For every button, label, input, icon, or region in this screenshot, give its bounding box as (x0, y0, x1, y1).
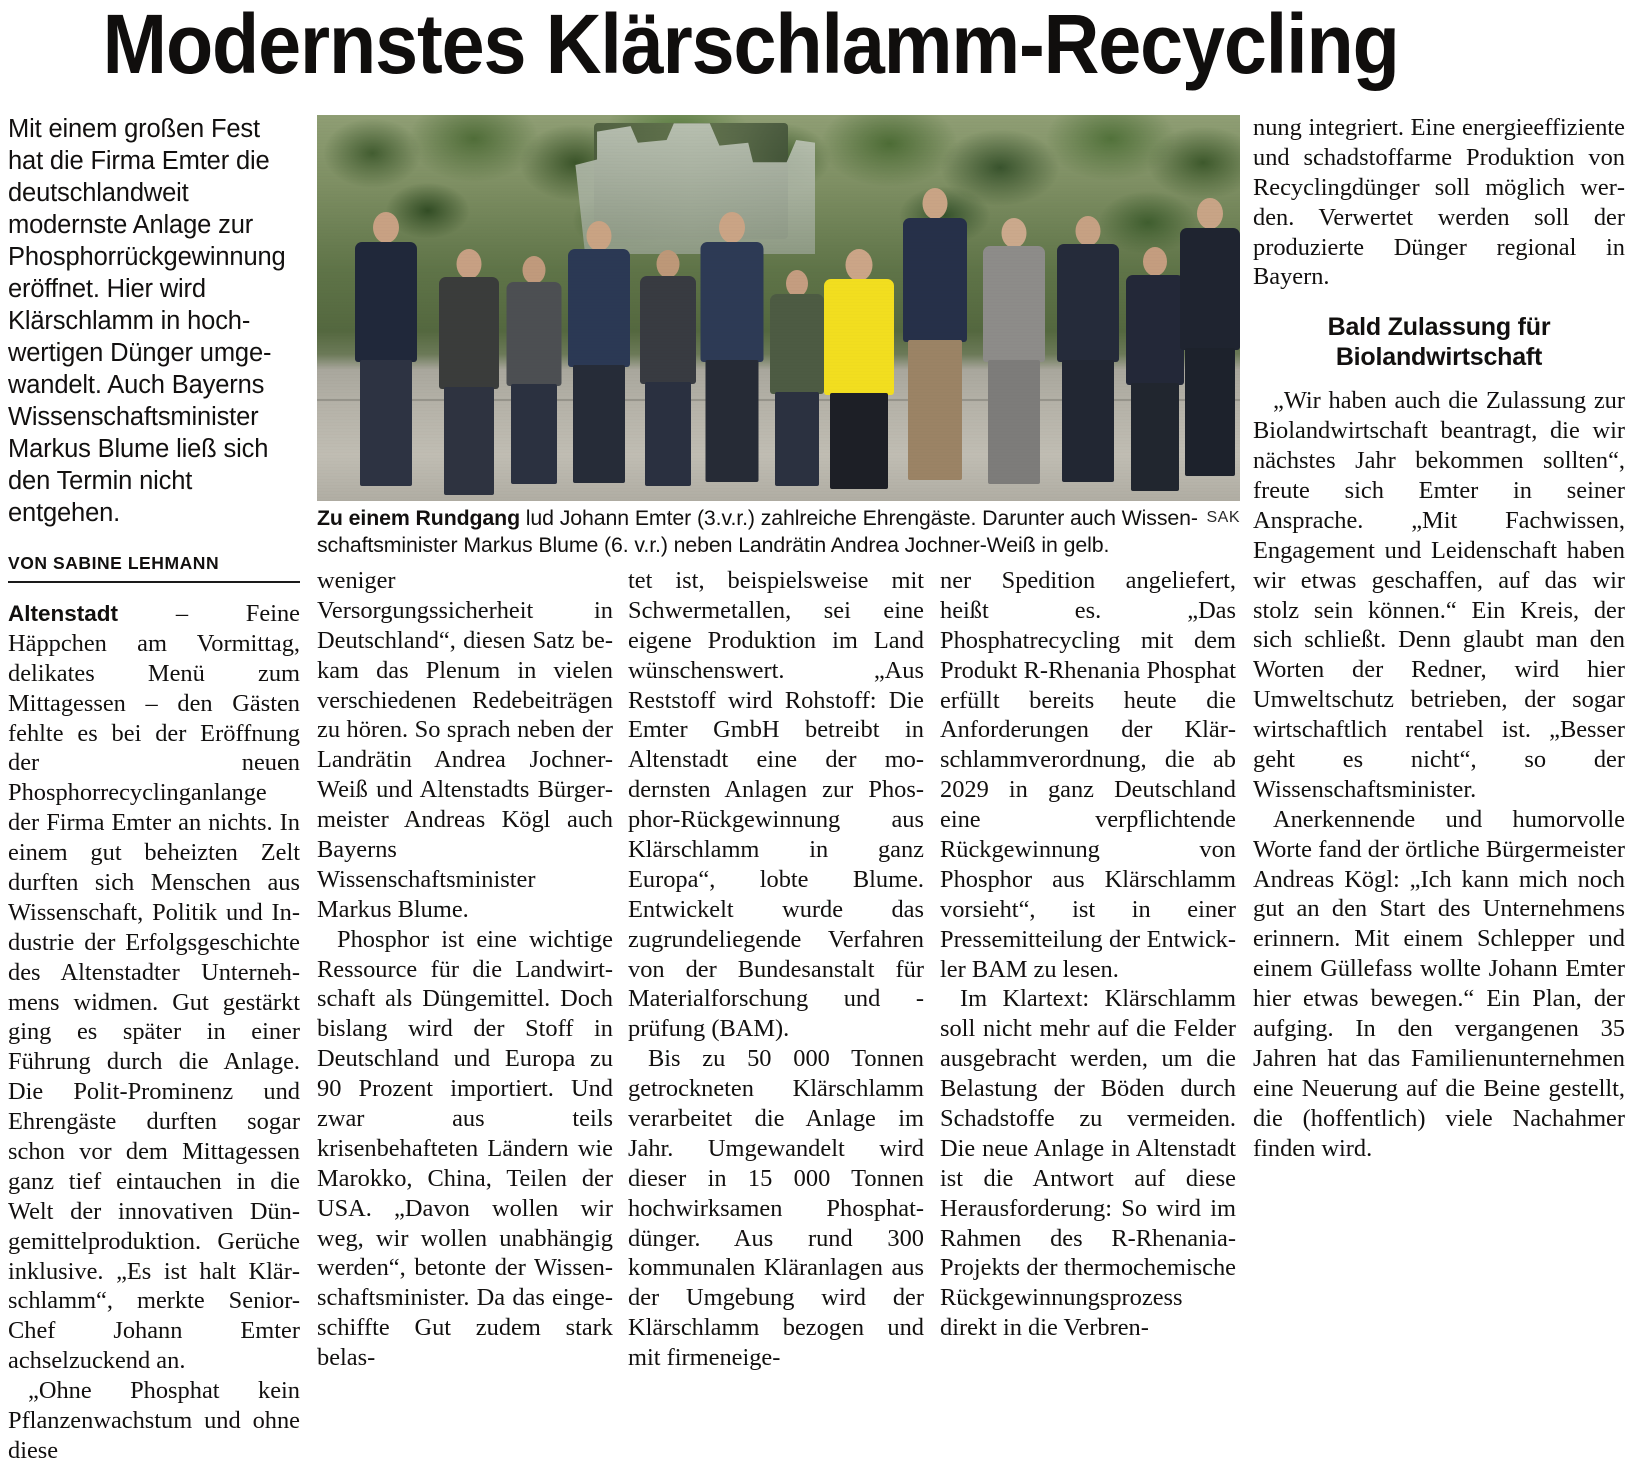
person-body (506, 282, 561, 386)
paragraph-text: „Ohne Phosphat kein Pflanzenwachstum und ohne diese (8, 1377, 300, 1464)
paragraph-text: Anerkennende und humorvolle Worte fand der örtliche Bürgermeister Andreas Kögl: „Ich kann mich noch gut an den Start des Unternehmens erinnern. Mit einem Schlepper und einem Güllefass wollte Johann Emter hier etwas bewegen.“ Ein Plan, der aufging. In den vergangenen 35 Jahren hat das Familienunternehmen eine Neuerung auf die Beine gestellt, die (hoffentlich) viele Nachahmer finden wird. (1253, 805, 1625, 1162)
page-headline: Modernstes Klärschlamm-Recycling (102, 0, 1399, 91)
paragraph (1253, 805, 1625, 1164)
paragraph (940, 984, 1236, 1343)
person-body (640, 276, 696, 384)
person (562, 219, 636, 489)
dateline: Altenstadt (8, 601, 119, 626)
person-body (903, 218, 967, 342)
group-photo (317, 115, 1240, 501)
lead-paragraph: Mit einem großen Fest hat die Firma Emter die deutschlandweit modernste Anlage zur Phosphorrückgewinnung eröffnet. Hier wird Klärschlamm in hochwertigen Dünger umgewandelt. Auch Bayerns Wissenschaftsminister Markus Blume ließ sich den Termin nicht entgehen. (8, 115, 286, 527)
person-body (1180, 228, 1240, 350)
person-legs (775, 392, 819, 486)
person-legs (706, 360, 759, 482)
column-1 (8, 113, 300, 1464)
paragraph (1253, 386, 1625, 804)
person-head (373, 212, 399, 243)
paragraph (1253, 113, 1625, 292)
column-2-body (317, 566, 613, 1373)
person-body (770, 294, 824, 394)
person-in-yellow-jacket (820, 235, 898, 490)
person-body (983, 246, 1045, 362)
person-body (355, 242, 417, 362)
paragraph (8, 599, 300, 1376)
person (349, 212, 423, 490)
person-legs (830, 393, 888, 489)
person-body (439, 277, 499, 389)
paragraph-text: Im Klartext: Klärschlamm soll nicht mehr auf die Felder ausgebracht werden, um die Belastung der Böden durch Schadstoffe zu vermeiden. Die neue Anlage in Altenstadt ist die Antwort auf diese Herausforderung: So wird im Rahmen des R-Rhenania-Projekts der thermochemische Rückgewinnungsprozess direkt in die Verbren- (940, 985, 1236, 1342)
column-5 (1253, 113, 1625, 1241)
person-legs (1062, 360, 1114, 482)
paragraph-text: nung integriert. Eine energieeffiziente und schadstoffarme Produktion von Recyclingdünger soll möglich werden. Verwertet werden soll der produzierte Dünger regional in Bayern. (1253, 114, 1625, 291)
person (1051, 212, 1125, 490)
paragraph (317, 925, 613, 1373)
person-legs (360, 360, 412, 486)
person-head (719, 212, 745, 243)
person-head (522, 256, 545, 284)
person-legs (988, 360, 1040, 484)
paragraph (628, 1044, 924, 1373)
article-photo-container (317, 115, 1240, 501)
paragraph-text: tet ist, beispielsweise mit Schwermetallen, sei eine eigene Produktion im Land wünschenswert. „Aus Reststoff wird Rohstoff: Die Emter GmbH betreibt in Altenstadt eine der modernsten Anlagen zur Phosphor-Rückgewinnung aus Klärschlamm in ganz Europa“, lobte Blume. Entwickelt wurde das zugrundeliegende Verfahren von der Bundesanstalt für Materialforschung und -prüfung (BAM). (628, 567, 924, 1043)
column-3 (628, 566, 924, 1372)
person-body (1057, 244, 1119, 362)
person-head (1075, 216, 1100, 246)
photo-credit: SAK (1206, 509, 1240, 526)
person-body (701, 242, 764, 362)
byline-divider (8, 581, 300, 583)
person-legs (573, 365, 625, 483)
person-head (846, 249, 873, 281)
paragraph (940, 566, 1236, 984)
paragraph-text: ner Spedition angeliefert, heißt es. „Das Phosphatrecycling mit dem Produkt R-Rhenania Phosphat erfüllt bereits heute die Anforderungen der Klärschlammverordnung, die ab 2029 in ganz Deutschland eine verpflichtende Rückgewinnung von Phosphor aus Klärschlamm vorsieht“, ist in einer Pressemitteilung der Entwickler BAM zu lesen. (940, 567, 1236, 983)
paragraph-text: – Feine Häppchen am Vormittag, delikates Menü zum Mittagessen – den Gästen fehlte es bei der Eröffnung der neuen Phosphorrecyclinganlange der Firma Emter an nichts. In einem gut beheizten Zelt durften sich Menschen aus Wissenschaft, Politik und Industrie der Erfolgsgeschichte des Altenstadter Unternehmens widmen. Gut gestärkt ging es später in einer Führung durch die Anlage. Die Polit-Prominenz und Ehrengäste durften sogar schon vor dem Mittagessen ganz tief eintauchen in die Welt der innovativen Düngemittelproduktion. Gerüche inklusive. „Es ist halt Klärschlamm“, merkte Senior-Chef Johann Emter achselzuckend an. (8, 600, 300, 1375)
person (977, 212, 1051, 490)
person-legs (1185, 348, 1235, 476)
person-legs (908, 340, 962, 480)
person-legs (444, 387, 494, 495)
person-body (824, 279, 894, 395)
column-5-body-bottom (1253, 386, 1625, 1163)
column-2 (317, 566, 613, 1372)
person-head (786, 270, 808, 297)
paragraph (8, 1376, 300, 1466)
paragraph-text: „Wir haben auch die Zulassung zur Biolandwirtschaft beantragt, die wir nächstes Jahr bekommen sollten“, freute sich Emter in seiner Ansprache. „Mit Fachwissen, Engagement und Leidenschaft haben wir etwas geschaffen, auf das wir stolz sein können.“ Ein Kreis, der sich schließt. Denn glaubt man den Worten der Redner, wird hier Umweltschutz betrieben, der sogar wirtschaftlich rentabel ist. „Besser geht es nicht“, so der Wissenschaftsminister. (1253, 387, 1625, 803)
paragraph-text: Phosphor ist eine wichtige Ressource für die Landwirtschaft als Düngemittel. Doch bislang wird der Stoff in Deutschland und Europa zu 90 Prozent importiert. Und zwar aus teils krisenbehafteten Ländern wie Marokko, China, Teilen der USA. „Davon wollen wir weg, wir wollen unabhängig werden“, betonte der Wissenschaftsminister. Da das eingeschiffte Gut zudem stark belas- (317, 925, 613, 1372)
person (432, 235, 506, 490)
column-4-body (940, 566, 1236, 1343)
caption-text: lud Johann Emter (3.v.r.) zahlreiche Ehrengäste. Darunter auch Wissenschaftsminister Markus Blume (6. v.r.) neben Landrätin Andrea Jochner-Weiß in gelb. (317, 506, 1198, 558)
person-head (923, 188, 948, 219)
byline: VON SABINE LEHMANN (8, 553, 220, 573)
person-head (656, 250, 679, 278)
person (695, 212, 769, 490)
person (635, 242, 700, 489)
paragraph (317, 566, 613, 925)
column-3-body (628, 566, 924, 1373)
person (1175, 196, 1240, 489)
person-head (1143, 247, 1167, 276)
person-legs (511, 384, 557, 484)
person-body (568, 249, 630, 367)
person-head (586, 221, 611, 251)
column-4 (940, 566, 1236, 1342)
paragraph (628, 566, 924, 1044)
column-1-body (8, 599, 300, 1466)
photo-caption (317, 505, 1240, 560)
person (502, 250, 567, 489)
person-head (457, 249, 482, 279)
person-legs (1131, 383, 1179, 491)
caption-lead-in: Zu einem Rundgang (317, 506, 520, 530)
person-legs (645, 382, 691, 486)
paragraph-text: weniger Versorgungssicherheit in Deutschland“, diesen Satz bekam das Plenum in vielen verschiedenen Redebeiträgen zu hören. So sprach neben der Landrätin Andrea Jochner-Weiß und Altenstadts Bürgermeister Andreas Kögl auch Bayerns Wissenschaftsminister Markus Blume. (317, 567, 613, 923)
person (898, 188, 972, 489)
person-head (1197, 198, 1223, 229)
section-subheading: Bald Zulassung für Biolandwirtschaft (1327, 313, 1551, 372)
paragraph-text: Bis zu 50 000 Tonnen getrockneten Klärschlamm verarbeitet die Anlage im Jahr. Umgewandelt wird dieser in 15 000 Tonnen hochwirksamen Phosphatdünger. Aus rund 300 kommunalen Kläranlagen aus der Umgebung wird der Klärschlamm bezogen und mit firmeneige- (628, 1045, 924, 1372)
person-head (1001, 218, 1026, 248)
column-5-body-top (1253, 113, 1625, 292)
